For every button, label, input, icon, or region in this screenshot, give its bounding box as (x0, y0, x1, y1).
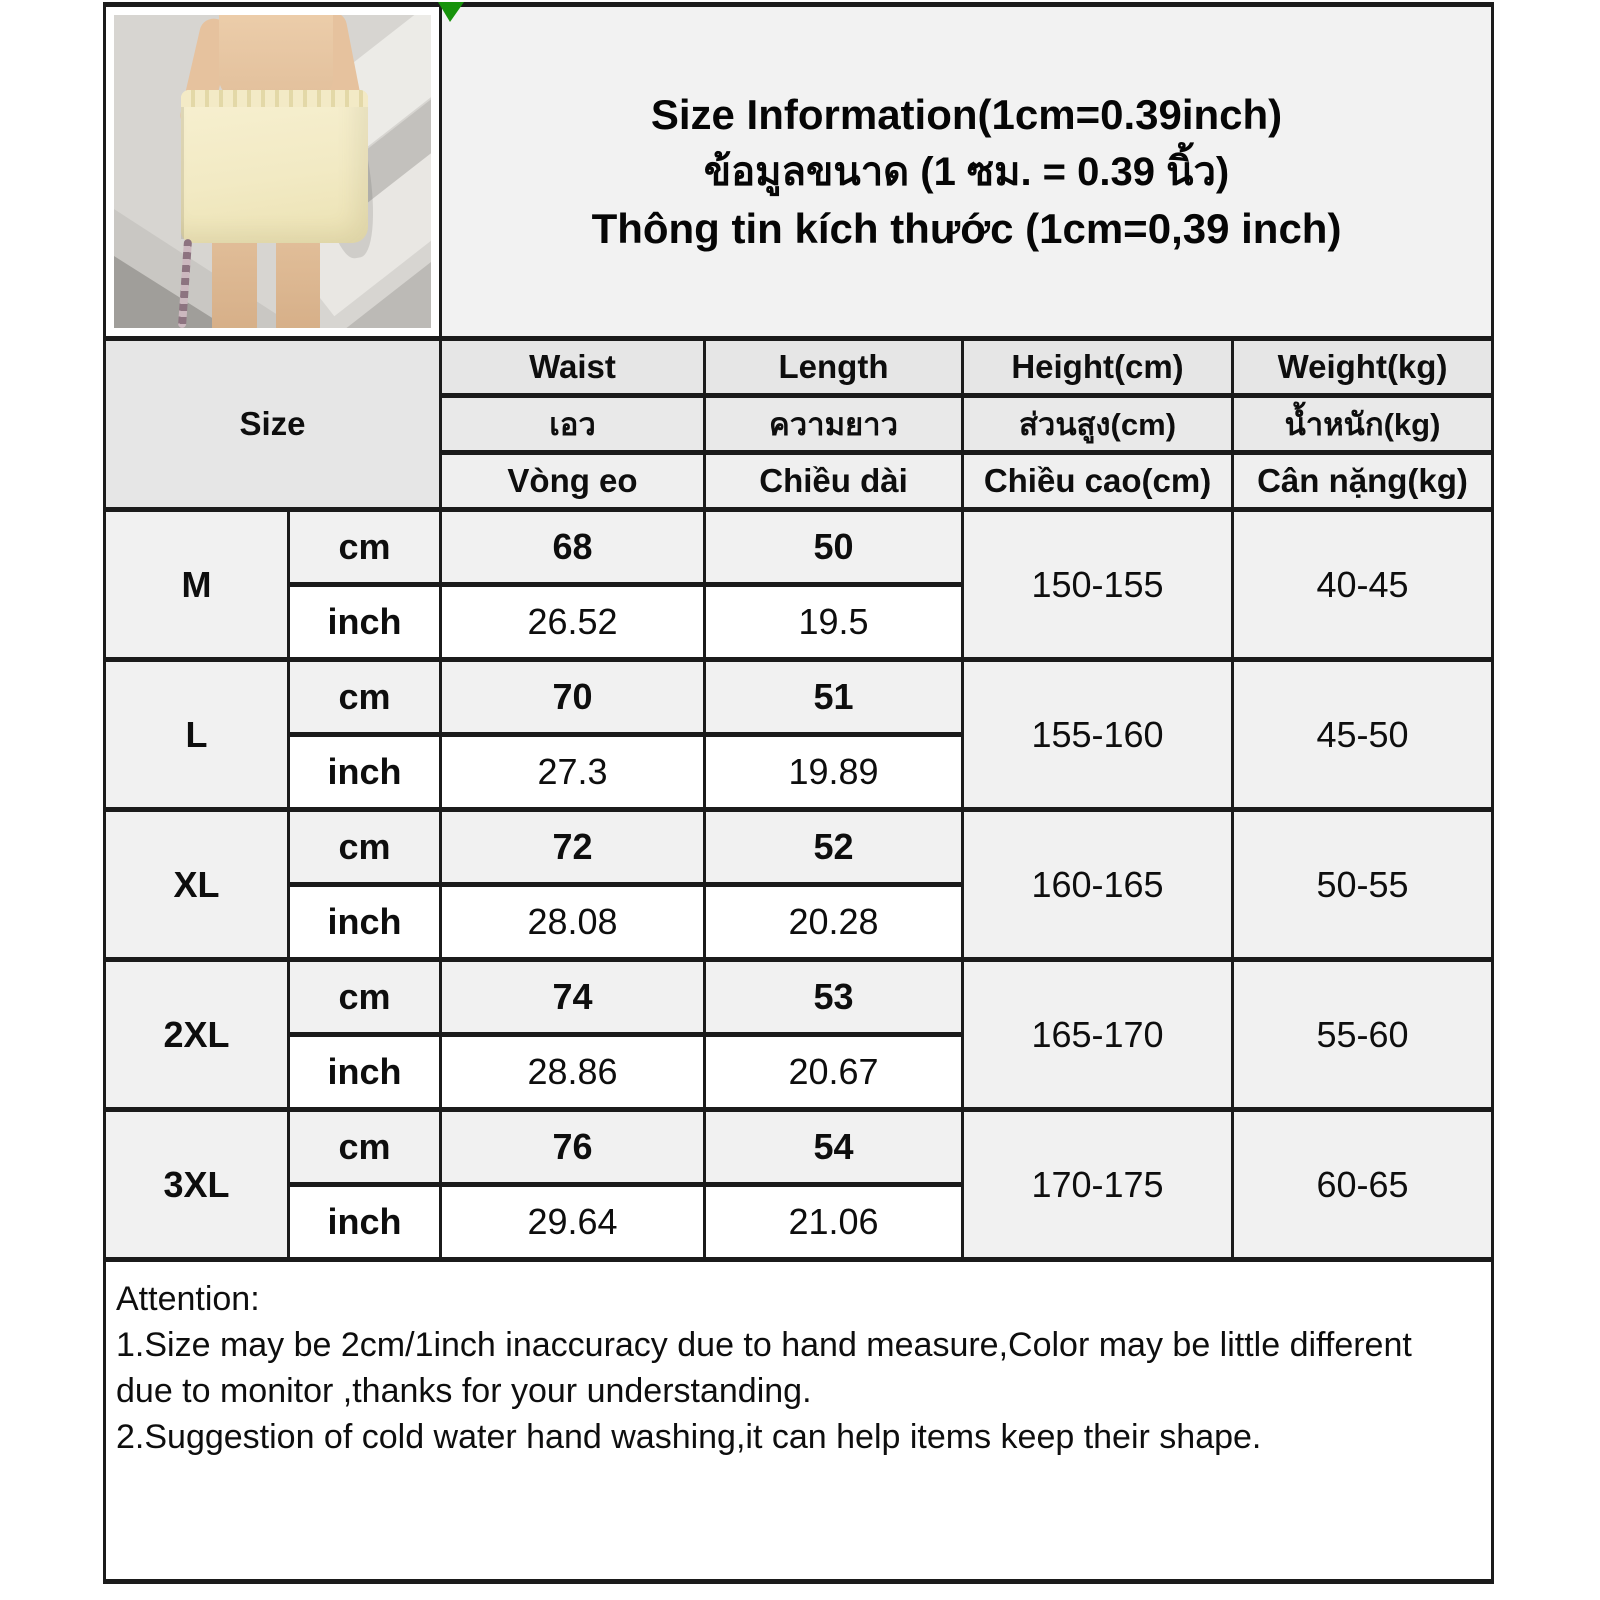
3xl-weight-range: 60-65 (1233, 1110, 1493, 1260)
m-height-range: 150-155 (963, 510, 1233, 660)
xl-length-cm: 52 (705, 810, 963, 885)
size-table (103, 2, 1494, 1584)
xl-waist-inch: 28.08 (441, 885, 705, 960)
row-m-cm (105, 510, 1493, 585)
header-height-vi: Chiều cao(cm) (963, 453, 1233, 510)
photo-shorts (181, 90, 368, 243)
xl-waist-cm: 72 (441, 810, 705, 885)
unit-cm: cm (289, 1110, 441, 1185)
attention-note-2: 2.Suggestion of cold water hand washing,it can help items keep their shape. (116, 1418, 1262, 1456)
title-panel (441, 5, 1493, 339)
attention-heading: Attention: (116, 1280, 260, 1318)
unit-cm: cm (289, 510, 441, 585)
l-weight-range: 45-50 (1233, 660, 1493, 810)
2xl-weight-range: 55-60 (1233, 960, 1493, 1110)
header-height-en: Height(cm) (963, 339, 1233, 396)
header-length-vi: Chiều dài (705, 453, 963, 510)
header-height-th: ส่วนสูง(cm) (963, 396, 1233, 453)
photo-person-leg (276, 234, 320, 328)
xl-height-range: 160-165 (963, 810, 1233, 960)
header-weight-vi: Cân nặng(kg) (1233, 453, 1493, 510)
header-waist-vi: Vòng eo (441, 453, 705, 510)
top-row (105, 5, 1493, 339)
size-label-xl: XL (105, 810, 289, 960)
2xl-waist-inch: 28.86 (441, 1035, 705, 1110)
size-label-2xl: 2XL (105, 960, 289, 1110)
xl-weight-range: 50-55 (1233, 810, 1493, 960)
l-length-cm: 51 (705, 660, 963, 735)
2xl-waist-cm: 74 (441, 960, 705, 1035)
size-label-3xl: 3XL (105, 1110, 289, 1260)
m-waist-cm: 68 (441, 510, 705, 585)
title-english: Size Information(1cm=0.39inch) (650, 90, 1283, 138)
header-row-english (105, 339, 1493, 396)
photo-shorts-crease (181, 107, 184, 239)
3xl-length-inch: 21.06 (705, 1185, 963, 1260)
unit-inch: inch (289, 885, 441, 960)
size-header: Size (105, 339, 441, 510)
unit-inch: inch (289, 1035, 441, 1110)
attention-row (105, 1260, 1493, 1582)
m-length-inch: 19.5 (705, 585, 963, 660)
l-waist-inch: 27.3 (441, 735, 705, 810)
2xl-length-cm: 53 (705, 960, 963, 1035)
row-3xl-cm (105, 1110, 1493, 1185)
header-weight-en: Weight(kg) (1233, 339, 1493, 396)
2xl-length-inch: 20.67 (705, 1035, 963, 1110)
row-2xl-cm (105, 960, 1493, 1035)
product-photo (114, 15, 431, 328)
header-waist-en: Waist (441, 339, 705, 396)
3xl-length-cm: 54 (705, 1110, 963, 1185)
m-waist-inch: 26.52 (441, 585, 705, 660)
header-length-en: Length (705, 339, 963, 396)
attention-note-1b: due to monitor ,thanks for your understanding. (116, 1372, 812, 1410)
corner-flag-icon (438, 2, 464, 22)
unit-inch: inch (289, 585, 441, 660)
photo-shorts-waistband (181, 90, 368, 107)
unit-cm: cm (289, 960, 441, 1035)
m-length-cm: 50 (705, 510, 963, 585)
attention-note-1: 1.Size may be 2cm/1inch inaccuracy due to hand measure,Color may be little different (116, 1326, 1412, 1364)
title-vietnamese: Thông tin kích thước (1cm=0,39 inch) (591, 204, 1342, 252)
l-waist-cm: 70 (441, 660, 705, 735)
unit-inch: inch (289, 735, 441, 810)
row-xl-cm (105, 810, 1493, 885)
unit-cm: cm (289, 660, 441, 735)
3xl-waist-inch: 29.64 (441, 1185, 705, 1260)
header-waist-th: เอว (441, 396, 705, 453)
xl-length-inch: 20.28 (705, 885, 963, 960)
3xl-waist-cm: 76 (441, 1110, 705, 1185)
size-label-l: L (105, 660, 289, 810)
title-thai: ข้อมูลขนาด (1 ซม. = 0.39 นิ้ว) (703, 149, 1230, 194)
header-length-th: ความยาว (705, 396, 963, 453)
size-label-m: M (105, 510, 289, 660)
header-weight-th: น้ำหนัก(kg) (1233, 396, 1493, 453)
product-photo-cell (105, 5, 441, 339)
m-weight-range: 40-45 (1233, 510, 1493, 660)
row-l-cm (105, 660, 1493, 735)
l-length-inch: 19.89 (705, 735, 963, 810)
3xl-height-range: 170-175 (963, 1110, 1233, 1260)
l-height-range: 155-160 (963, 660, 1233, 810)
unit-inch: inch (289, 1185, 441, 1260)
attention-box (105, 1260, 1493, 1582)
unit-cm: cm (289, 810, 441, 885)
2xl-height-range: 165-170 (963, 960, 1233, 1110)
